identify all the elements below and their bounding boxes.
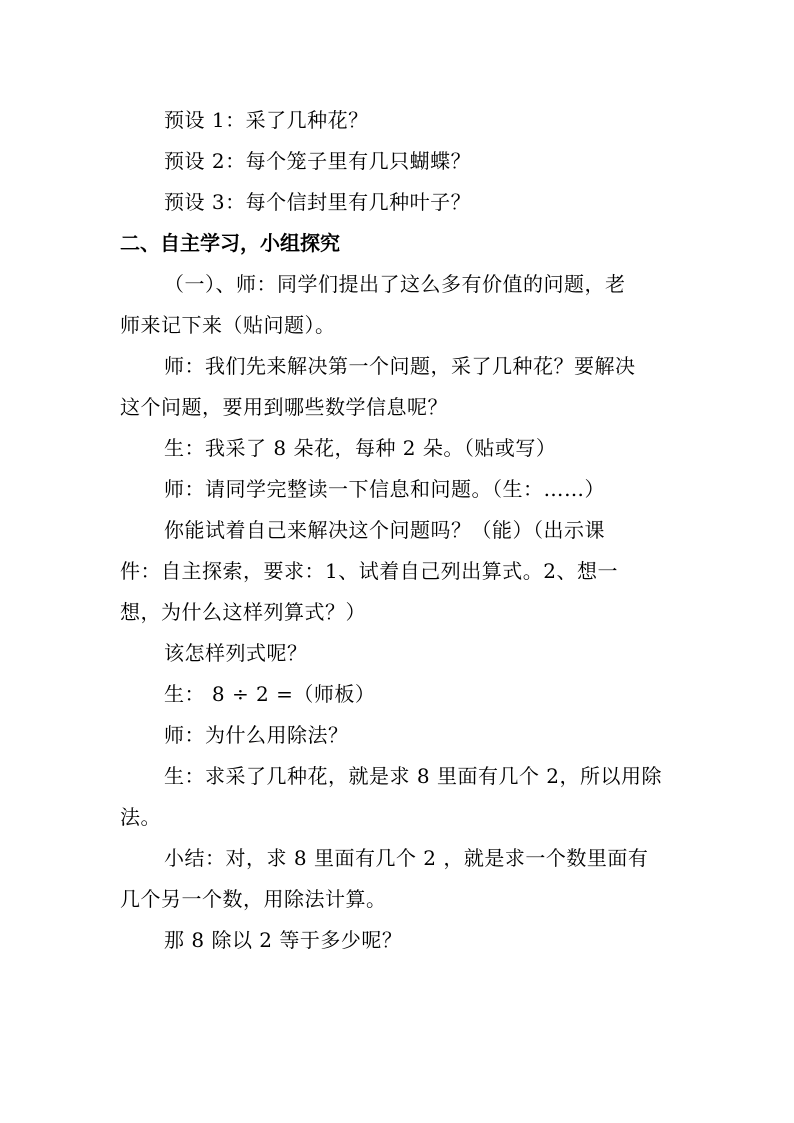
paragraph-line: 预设 3：每个信封里有几种叶子？ bbox=[164, 190, 472, 214]
paragraph-line: 师来记下来（贴问题）。 bbox=[120, 313, 336, 337]
paragraph-line: 件：自主探索，要求：1、试着自己列出算式。2、想一 bbox=[120, 559, 618, 583]
document-body bbox=[120, 100, 680, 961]
paragraph-line: 师：为什么用除法？ bbox=[164, 723, 349, 747]
paragraph-line: 法。 bbox=[120, 805, 161, 829]
paragraph-line: 预设 2：每个笼子里有几只蝴蝶？ bbox=[164, 149, 472, 173]
section-heading: 二、自主学习，小组探究 bbox=[120, 231, 340, 255]
paragraph-line: 你能试着自己来解决这个问题吗？（能）（出示课 bbox=[164, 518, 605, 542]
paragraph-line: （一）、师：同学们提出了这么多有价值的问题，老 bbox=[164, 272, 626, 296]
paragraph-line: 想，为什么这样列算式？） bbox=[120, 600, 366, 624]
paragraph-line: 生：求采了几种花，就是求 8 里面有几个 2，所以用除 bbox=[164, 764, 663, 788]
paragraph-line: 生：我采了 8 朵花，每种 2 朵。（贴或写） bbox=[164, 436, 557, 460]
paragraph-line: 师：我们先来解决第一个问题，采了几种花？要解决 bbox=[164, 354, 636, 378]
paragraph-line: 预设 1：采了几种花？ bbox=[164, 108, 369, 132]
paragraph-line: 生： 8 ÷ 2 =（师板） bbox=[164, 682, 376, 706]
paragraph-line: 小结：对，求 8 里面有几个 2 ，就是求一个数里面有 bbox=[164, 846, 649, 870]
paragraph-line: 这个问题，要用到哪些数学信息呢？ bbox=[120, 395, 448, 419]
paragraph-line: 几个另一个数，用除法计算。 bbox=[120, 887, 387, 911]
paragraph-line: 该怎样列式呢？ bbox=[164, 641, 308, 665]
paragraph-line: 那 8 除以 2 等于多少呢？ bbox=[164, 928, 403, 952]
paragraph-line: 师：请同学完整读一下信息和问题。（生：……） bbox=[164, 477, 605, 501]
